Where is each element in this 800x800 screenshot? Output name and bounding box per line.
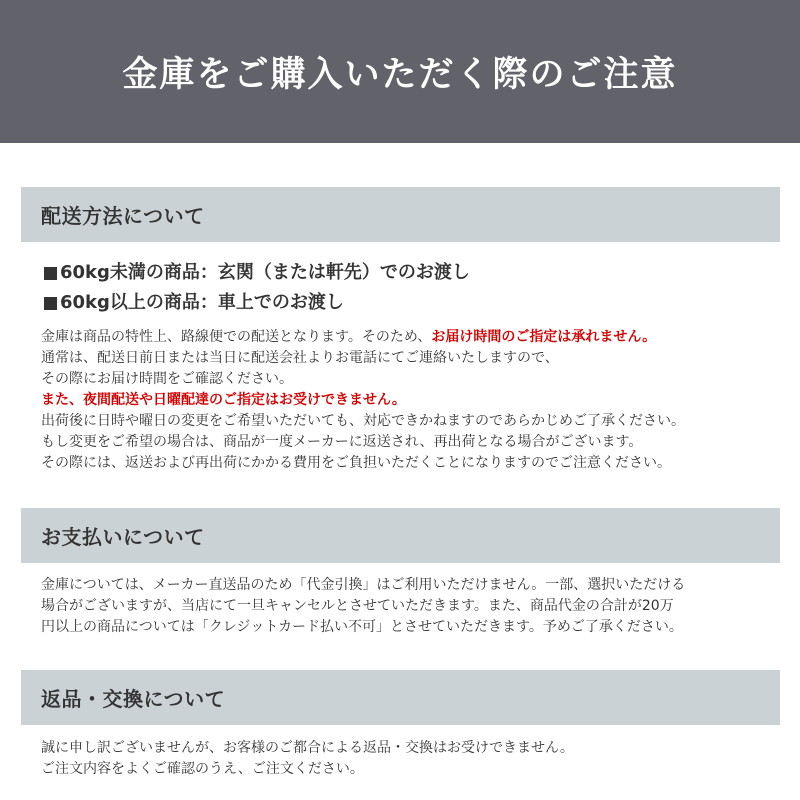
delivery-time-warning: お届け時間のご指定は承れません。 xyxy=(431,329,657,345)
page-title: 金庫をご購入いただく際のご注意 xyxy=(122,54,678,95)
black-square-icon xyxy=(44,267,57,280)
night-sunday-warning: また、夜間配送や日曜配達のご指定はお受けできません。 xyxy=(41,392,406,408)
black-square-icon xyxy=(44,297,57,310)
payment-notes xyxy=(41,575,786,638)
shipping-notes xyxy=(41,327,786,474)
payment-note-line: 場合がございますが、当店にて一旦キャンセルとさせていただきます。また、商品代金の合計が20万 xyxy=(41,598,674,614)
returns-notes xyxy=(41,738,786,780)
returns-note-line: ご注文内容をよくご確認のうえ、ご注文ください。 xyxy=(41,761,364,777)
payment-section-bar xyxy=(21,508,780,563)
returns-section-bar xyxy=(21,670,780,725)
shipping-note-text: 金庫は商品の特性上、路線便での配送となります。そのため、 xyxy=(41,329,432,345)
shipping-note-line: その際には、返送および再出荷にかかる費用をご負担いただくことになりますのでご注意ください。 xyxy=(41,455,671,471)
shipping-note-line: 出荷後に日時や曜日の変更をご希望いただいても、対応できかねますのであらかじめご了承ください。 xyxy=(41,413,685,429)
shipping-note-line: 通常は、配送日前日または当日に配送会社よりお電話にてご連絡いたしますので、 xyxy=(41,350,559,366)
shipping-note-line: その際にお届け時間をご確認ください。 xyxy=(41,371,293,387)
payment-heading: お支払いについて xyxy=(41,525,205,549)
list-item xyxy=(44,288,784,318)
shipping-note-line: もし変更をご希望の場合は、商品が一度メーカーに返送され、再出荷となる場合がございます。 xyxy=(41,434,643,450)
shipping-heading: 配送方法について xyxy=(41,204,205,228)
shipping-item-over-60kg: 60kg以上の商品：車上でのお渡し xyxy=(60,292,344,313)
shipping-item-under-60kg: 60kg未満の商品：玄関（または軒先）でのお渡し xyxy=(60,262,470,283)
returns-heading: 返品・交換について xyxy=(41,687,226,711)
list-item xyxy=(44,258,784,288)
shipping-section-bar xyxy=(21,187,780,242)
page-header xyxy=(0,0,800,143)
shipping-method-list xyxy=(44,258,784,318)
payment-note-line: 円以上の商品については「クレジットカード払い不可」とさせていただきます。予めご了承ください。 xyxy=(41,619,683,635)
returns-note-line: 誠に申し訳ございませんが、お客様のご都合による返品・交換はお受けできません。 xyxy=(41,740,574,756)
shipping-note-line xyxy=(41,327,786,348)
payment-note-line: 金庫については、メーカー直送品のため「代金引換」はご利用いただけません。一部、選択いただける xyxy=(41,577,686,593)
